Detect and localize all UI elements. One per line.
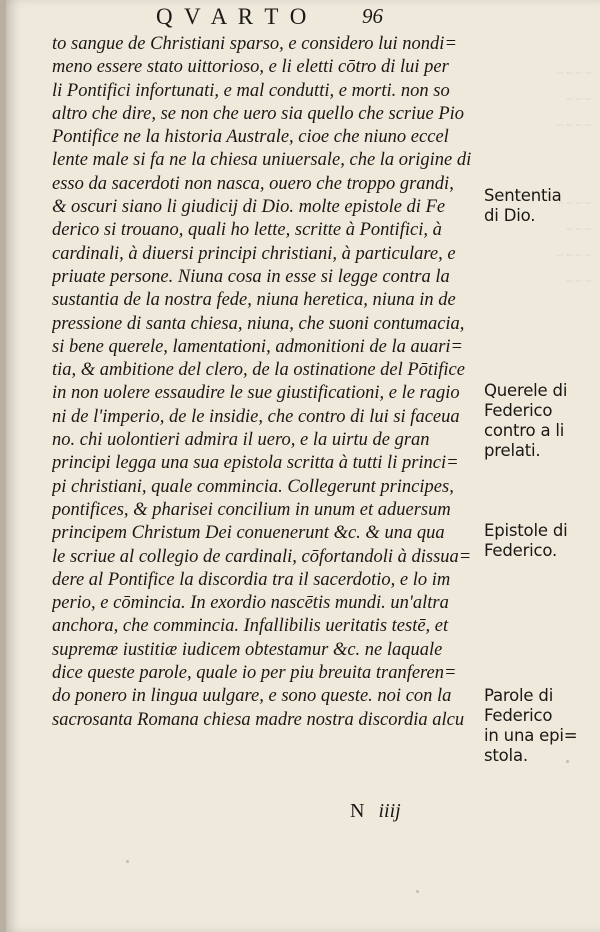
marginal-note-line: Parole di xyxy=(484,686,554,705)
marginal-note-line: stola. xyxy=(484,746,528,765)
text-line: esso da sacerdoti non nasca, ouero che troppo grandi, xyxy=(52,173,454,194)
marginal-note-line: Sententia xyxy=(484,186,562,205)
paper-fleck xyxy=(566,760,569,763)
signature-mark xyxy=(350,800,401,823)
text-line: sacrosanta Romana chiesa madre nostra discordia alcu xyxy=(52,709,465,730)
paper-fleck xyxy=(416,890,419,893)
text-line: no. chi uolontieri admira il uero, e la uirtu de gran xyxy=(52,430,430,451)
text-line: do ponero in lingua uulgare, e sono queste. noi con la xyxy=(52,686,452,707)
marginal-note-line: di Dio. xyxy=(484,206,536,225)
text-line: si bene querele, lamentationi, admonitioni de la auari= xyxy=(52,336,464,357)
text-line: principem Christum Dei conuenerunt &c. & una qua xyxy=(52,523,445,544)
marginal-note-line: contro a li xyxy=(484,421,565,440)
text-line: ni de l'imperio, de le insidie, che contro di lui si faceua xyxy=(52,406,460,427)
marginal-note-querele xyxy=(484,381,600,461)
text-line: anchora, che commincia. Infallibilis ueritatis testē, et xyxy=(52,616,449,637)
text-line: perio, e cōmincia. In exordio nascētis mundi. un'altra xyxy=(52,593,449,614)
marginal-note-line: Federico. xyxy=(484,541,558,560)
text-line: le scriue al collegio de cardinali, cōfortandoli à dissua= xyxy=(52,546,472,567)
signature-number: iiij xyxy=(378,800,401,822)
text-line: derico si trouano, quali ho lette, scritte à Pontifici, à xyxy=(52,220,442,241)
marginal-note-line: in una epi= xyxy=(484,726,578,745)
text-line: pi christiani, quale commincia. Collegerunt principes, xyxy=(52,476,454,497)
marginal-note-parole xyxy=(484,686,600,766)
paper-fleck xyxy=(126,860,129,863)
book-page xyxy=(6,0,600,932)
text-line: Pontifice ne la historia Australe, cioe che niuno eccel xyxy=(52,127,449,148)
marginal-note-sententia xyxy=(484,186,600,226)
text-line: principi legga una sua epistola scritta à tutti li princi= xyxy=(52,453,459,474)
text-line: li Pontifici infortunati, e mal condutti, e morti. non so xyxy=(52,80,450,101)
page-header xyxy=(156,4,456,28)
marginal-note-line: Federico xyxy=(484,706,553,725)
text-line: priuate persone. Niuna cosa in esse si legge contra la xyxy=(52,266,450,287)
marginal-note-line: Epistole di xyxy=(484,521,568,540)
text-line: dere al Pontifice la discordia tra il sacerdotio, e lo im xyxy=(52,569,451,590)
text-line: in non uolere essaudire le sue giustificationi, e le ragio xyxy=(52,383,460,404)
text-line: & oscuri siano li giudicij di Dio. molte epistole di Fe xyxy=(52,197,446,218)
running-head: Q V A R T O xyxy=(156,4,310,29)
text-line: dice queste parole, quale io per piu breuita tranferen= xyxy=(52,663,457,684)
text-line: cardinali, à diuersi principi christiani, à particulare, e xyxy=(52,243,456,264)
marginal-note-epistole xyxy=(484,521,600,561)
marginal-note-line: prelati. xyxy=(484,441,541,460)
text-line: meno essere stato uittorioso, e li eletti cōtro di lui per xyxy=(52,57,449,78)
bleed-through: ~ ~ ~ ~ ~ ~ ~ ~ ~ ~ ~ ~ ~ ~ ~ ~ ~ ~ ~ ~ ~ ~ ~ ~ ~ xyxy=(557,66,592,288)
signature-letter: N xyxy=(350,800,365,822)
text-line: to sangue de Christiani sparso, e considero lui nondi= xyxy=(52,34,457,54)
marginal-note-line: Querele di xyxy=(484,381,568,400)
text-line: sustantia de la nostra fede, niuna heretica, niuna in de xyxy=(52,290,456,311)
text-line: pontifices, & pharisei concilium in unum et aduersum xyxy=(52,499,451,520)
text-line: supremæ iustitiæ iudicem obtestamur &c. ne laquale xyxy=(52,639,443,660)
folio-number: 96 xyxy=(362,4,383,28)
marginal-note-line: Federico xyxy=(484,401,553,420)
text-line: lente male si fa ne la chiesa uniuersale, che la origine di xyxy=(52,150,472,171)
main-text-block xyxy=(52,33,492,732)
text-line: pressione di santa chiesa, niuna, che suoni contumacia, xyxy=(52,313,465,334)
text-line: altro che dire, se non che uero sia quello che scriue Pio xyxy=(52,103,465,124)
text-line: tia, & ambitione del clero, de la ostinatione del Pōtifice xyxy=(52,360,465,381)
